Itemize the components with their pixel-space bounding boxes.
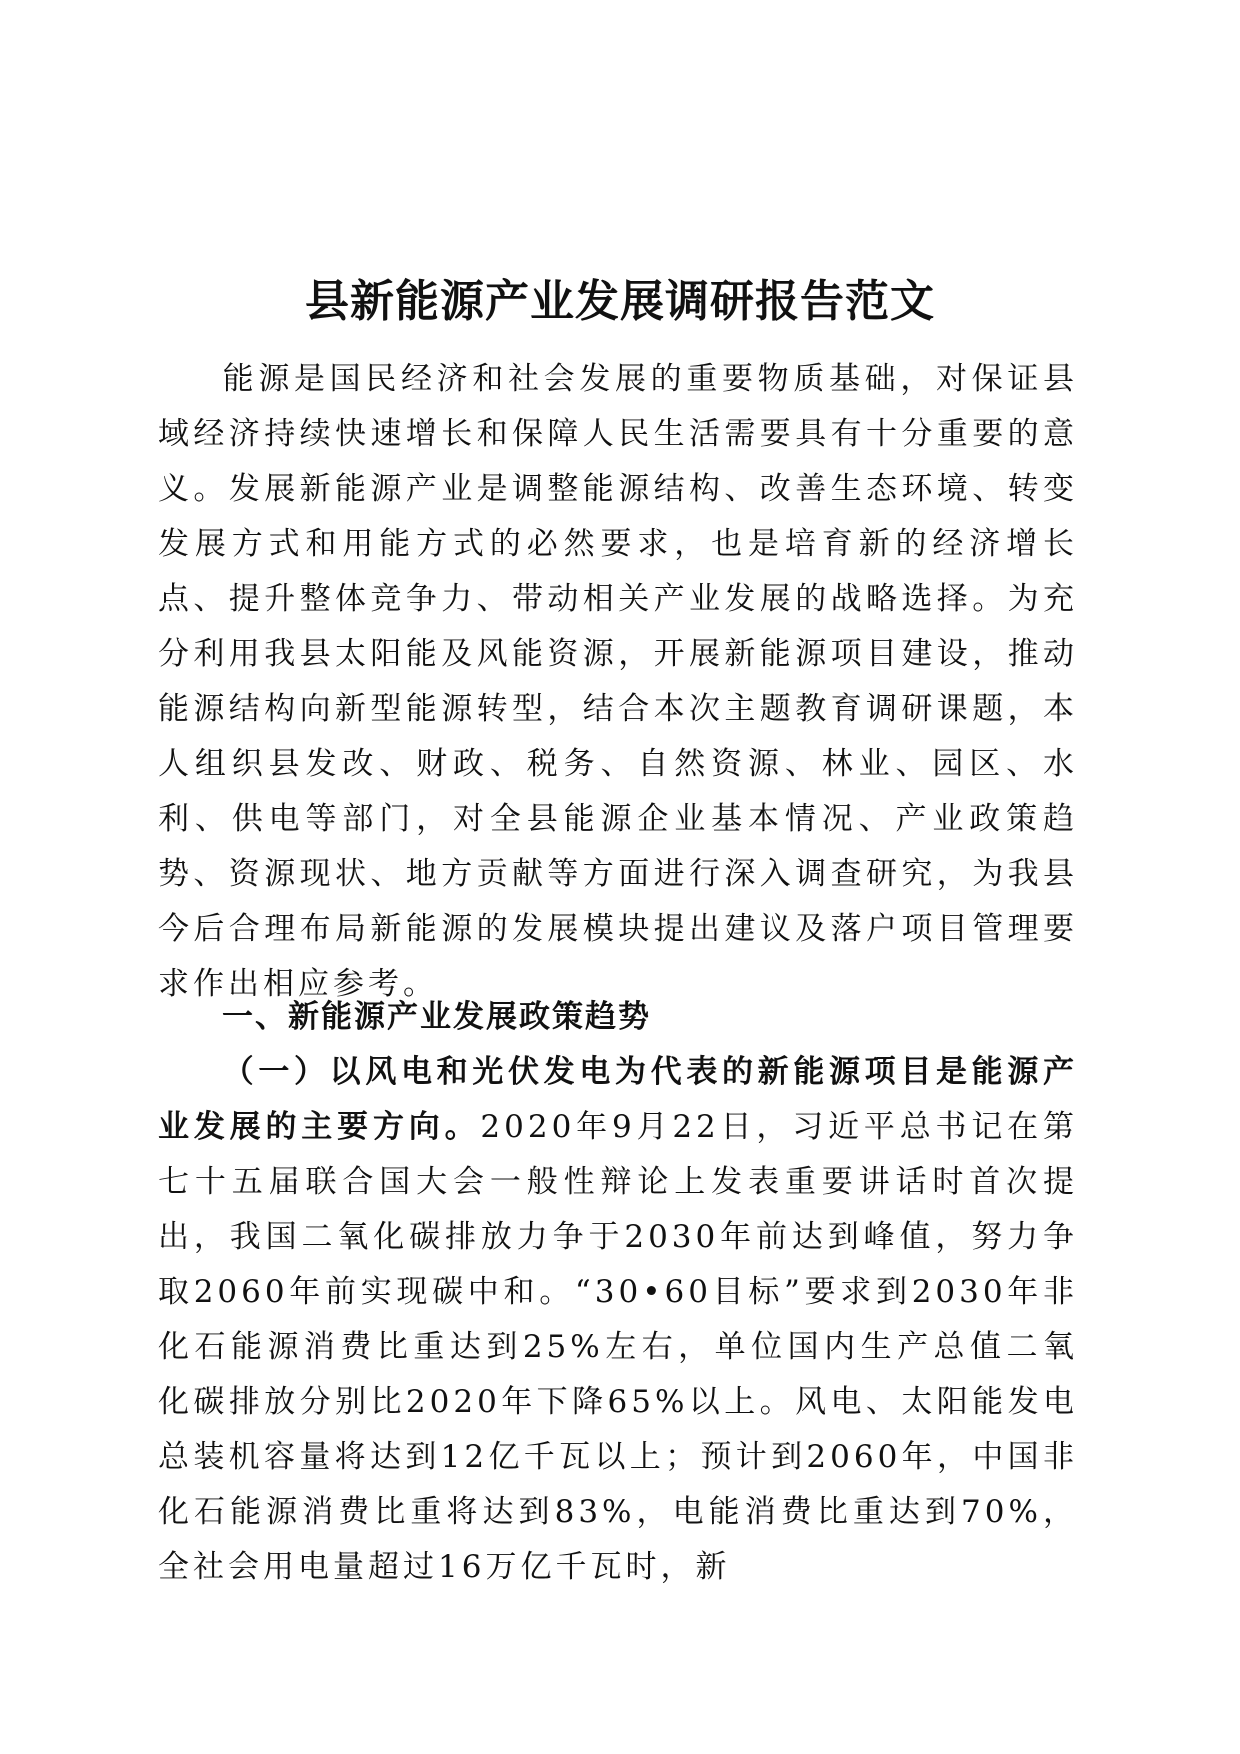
- intro-paragraph-text: 能源是国民经济和社会发展的重要物质基础，对保证县域经济持续快速增长和保障人民生活需要具有十分重要的意义。发展新能源产业是调整能源结构、改善生态环境、转变发展方式和用能方式的必然要求，也是培育新的经济增长点、提升整体竞争力、带动相关产业发展的战略选择。为充分利用我县太阳能及风能资源，开展新能源项目建设，推动能源结构向新型能源转型，结合本次主题教育调研课题，本人组织县发改、财政、税务、自然资源、林业、园区、水利、供电等部门，对全县能源企业基本情况、产业政策趋势、资源现状、地方贡献等方面进行深入调查研究，为我县今后合理布局新能源的发展模块提出建议及落户项目管理要求作出相应参考。: [158, 361, 1078, 1002]
- section-heading: 一、新能源产业发展政策趋势: [222, 999, 651, 1035]
- intro-paragraph: [158, 352, 1078, 1012]
- document-title: 县新能源产业发展调研报告范文: [305, 276, 935, 327]
- subsection-lead: （一）以风电和光伏发电为代表的新能源项目是能源产业发展的主要方向。: [158, 1054, 1078, 1145]
- subsection-paragraph: [158, 1045, 1078, 1595]
- subsection-text: 2020年9月22日，习近平总书记在第七十五届联合国大会一般性辩论上发表重要讲话时首次提出，我国二氧化碳排放力争于2030年前达到峰值，努力争取2060年前实现碳中和。“30•60目标”要求到2030年非化石能源消费比重达到25%左右，单位国内生产总值二氧化碳排放分别比2020年下降65%以上。风电、太阳能发电总装机容量将达到12亿千瓦以上；预计到2060年，中国非化石能源消费比重将达到83%，电能消费比重达到70%，全社会用电量超过16万亿千瓦时，新: [158, 1109, 1079, 1585]
